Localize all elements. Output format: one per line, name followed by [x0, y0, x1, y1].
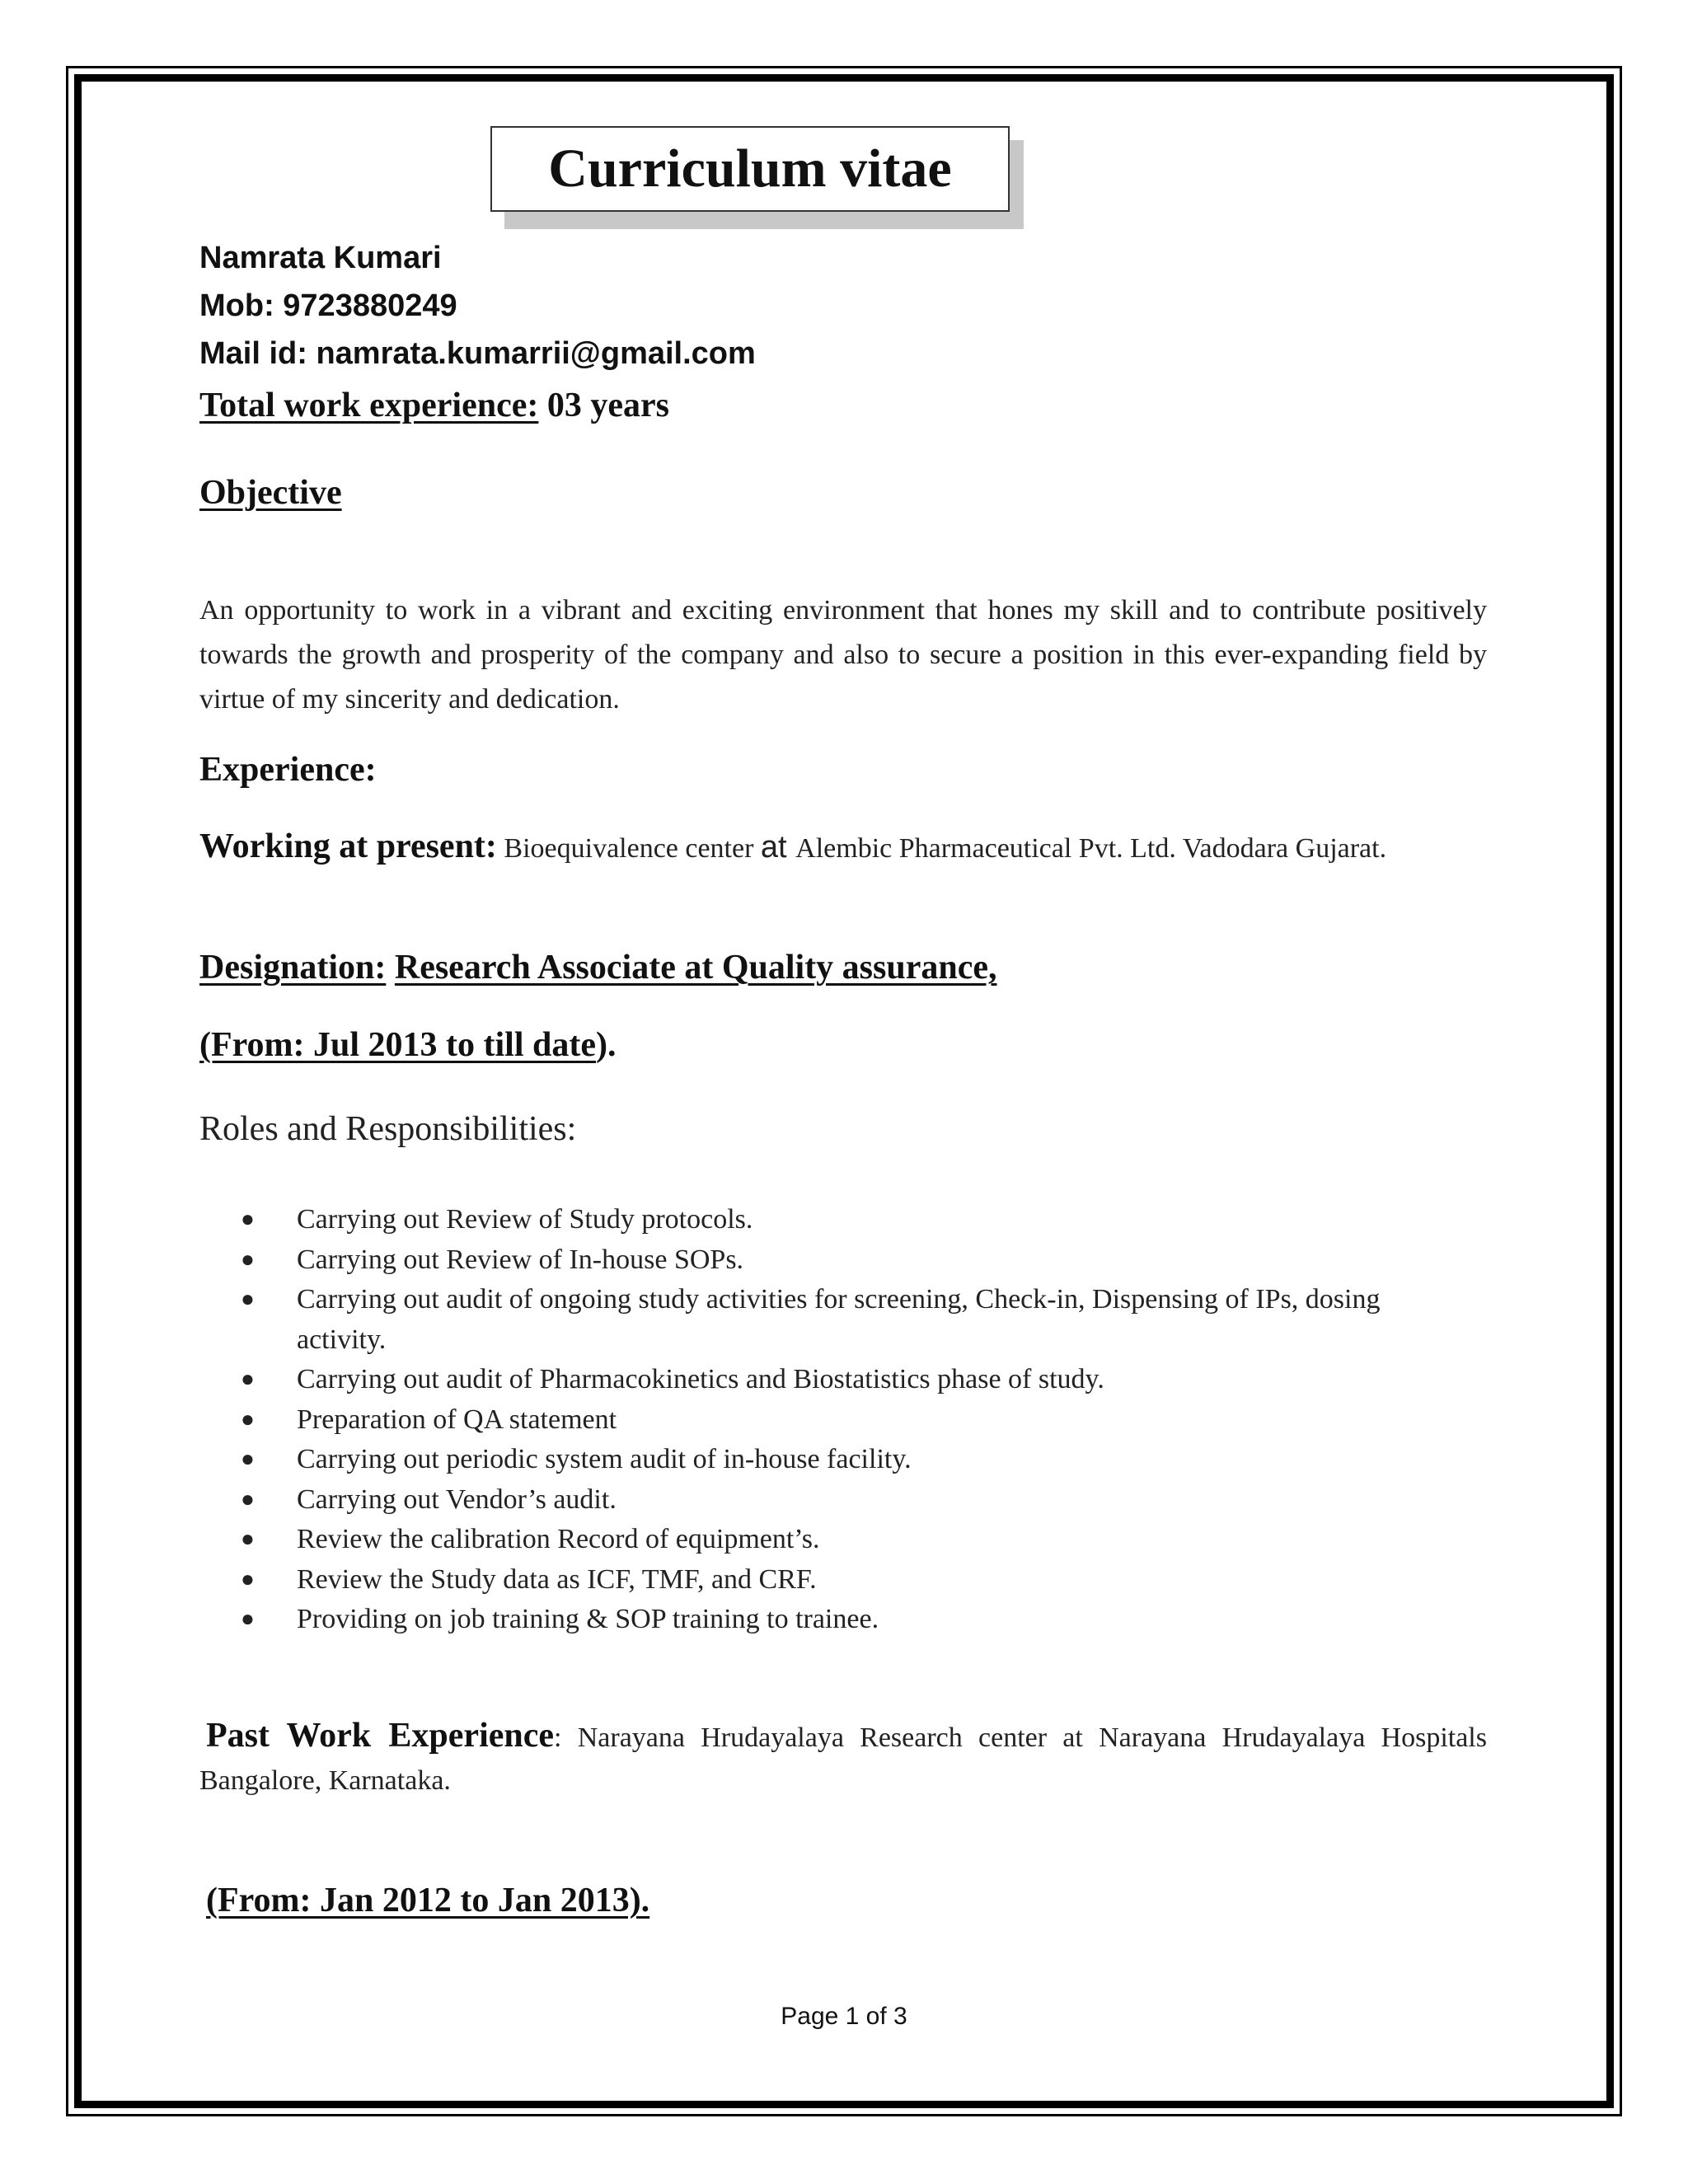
designation	[199, 948, 997, 987]
present-period-range: (From: Jul 2013 to till date	[199, 1026, 596, 1064]
list-item-text: Review the Study data as ICF, TMF, and CRF.	[297, 1563, 817, 1595]
past-period-range: (From: Jan 2012 to Jan 2013).	[206, 1882, 650, 1919]
present-period-tail: ).	[596, 1026, 617, 1064]
page-number: Page 1 of 3	[781, 2003, 907, 2030]
total-experience-label: Total work experience:	[199, 387, 539, 424]
contact-mobile: Mob: 9723880249	[199, 288, 457, 323]
designation-label: Designation:	[199, 949, 387, 987]
bullet-icon: ●	[241, 1526, 255, 1552]
list-item	[199, 1520, 1452, 1560]
past-period	[206, 1881, 649, 1920]
bullet-icon: ●	[241, 1446, 255, 1472]
bullet-icon: ●	[241, 1566, 255, 1592]
list-item	[199, 1360, 1452, 1400]
experience-heading: Experience:	[199, 751, 377, 789]
present-at: at	[760, 830, 796, 865]
present-period	[199, 1025, 617, 1065]
list-item-text: Carrying out periodic system audit of in-house facility.	[297, 1444, 912, 1474]
list-item	[199, 1280, 1452, 1360]
list-item	[199, 1240, 1452, 1281]
list-item-text: Carrying out Vendor’s audit.	[297, 1483, 617, 1515]
present-employment	[199, 823, 1487, 873]
total-experience-value: 03 years	[538, 387, 670, 424]
total-experience	[199, 386, 669, 425]
list-item-text: Review the calibration Record of equipment’s.	[297, 1524, 820, 1554]
list-item-text: Preparation of QA statement	[297, 1404, 617, 1435]
bullet-icon: ●	[241, 1406, 255, 1432]
list-item-text: Carrying out Review of Study protocols.	[297, 1204, 753, 1235]
list-item	[199, 1480, 1452, 1521]
list-item	[199, 1440, 1452, 1480]
past-experience-label: Past Work Experience	[206, 1717, 555, 1755]
list-item-text: Providing on job training & SOP training to trainee.	[297, 1604, 879, 1634]
page-border-inner	[74, 74, 1614, 2108]
roles-heading: Roles and Responsibilities:	[199, 1110, 577, 1148]
contact-email: Mail id: namrata.kumarrii@gmail.com	[199, 336, 756, 371]
list-item-text: Carrying out audit of Pharmacokinetics and Biostatistics phase of study.	[297, 1364, 1104, 1394]
list-item	[199, 1200, 1452, 1240]
bullet-icon: ●	[241, 1366, 255, 1392]
bullet-icon: ●	[241, 1207, 255, 1232]
responsibilities-list-wrap	[199, 1200, 1452, 1640]
bullet-icon: ●	[241, 1606, 255, 1632]
objective-text: An opportunity to work in a vibrant and exciting environment that hones my skill and to contribute positively towards the growth and prosperity of the company and also to secure a position in this ever-expanding field by virtue of my sincerity and dedication.	[199, 595, 1487, 715]
bullet-icon: ●	[241, 1486, 255, 1512]
list-item-text: Carrying out audit of ongoing study activities for screening, Check-in, Dispensing of IPs, dosing activity.	[297, 1284, 1381, 1355]
list-item	[199, 1560, 1452, 1601]
past-experience-text: : Narayana Hrudayalaya Research center at Narayana Hrudayalaya Hospitals Bangalore, Karnataka.	[199, 1722, 1487, 1796]
list-item-text: Carrying out Review of In-house SOPs.	[297, 1244, 744, 1275]
title-box	[490, 126, 1010, 212]
present-label: Working at present:	[199, 827, 497, 865]
document-title: Curriculum vitae	[548, 138, 952, 199]
contact-name: Namrata Kumari	[199, 241, 442, 275]
past-experience	[199, 1714, 1487, 1802]
present-center: Bioequivalence center	[496, 833, 761, 864]
objective-heading: Objective	[199, 474, 342, 512]
list-item	[199, 1600, 1452, 1640]
responsibilities-list	[199, 1200, 1452, 1640]
bullet-icon: ●	[241, 1246, 255, 1272]
designation-value: Research Associate at Quality assurance,	[394, 949, 997, 987]
bullet-icon: ●	[241, 1286, 255, 1312]
present-company: Alembic Pharmaceutical Pvt. Ltd. Vadodara Gujarat.	[795, 833, 1387, 864]
list-item	[199, 1400, 1452, 1441]
